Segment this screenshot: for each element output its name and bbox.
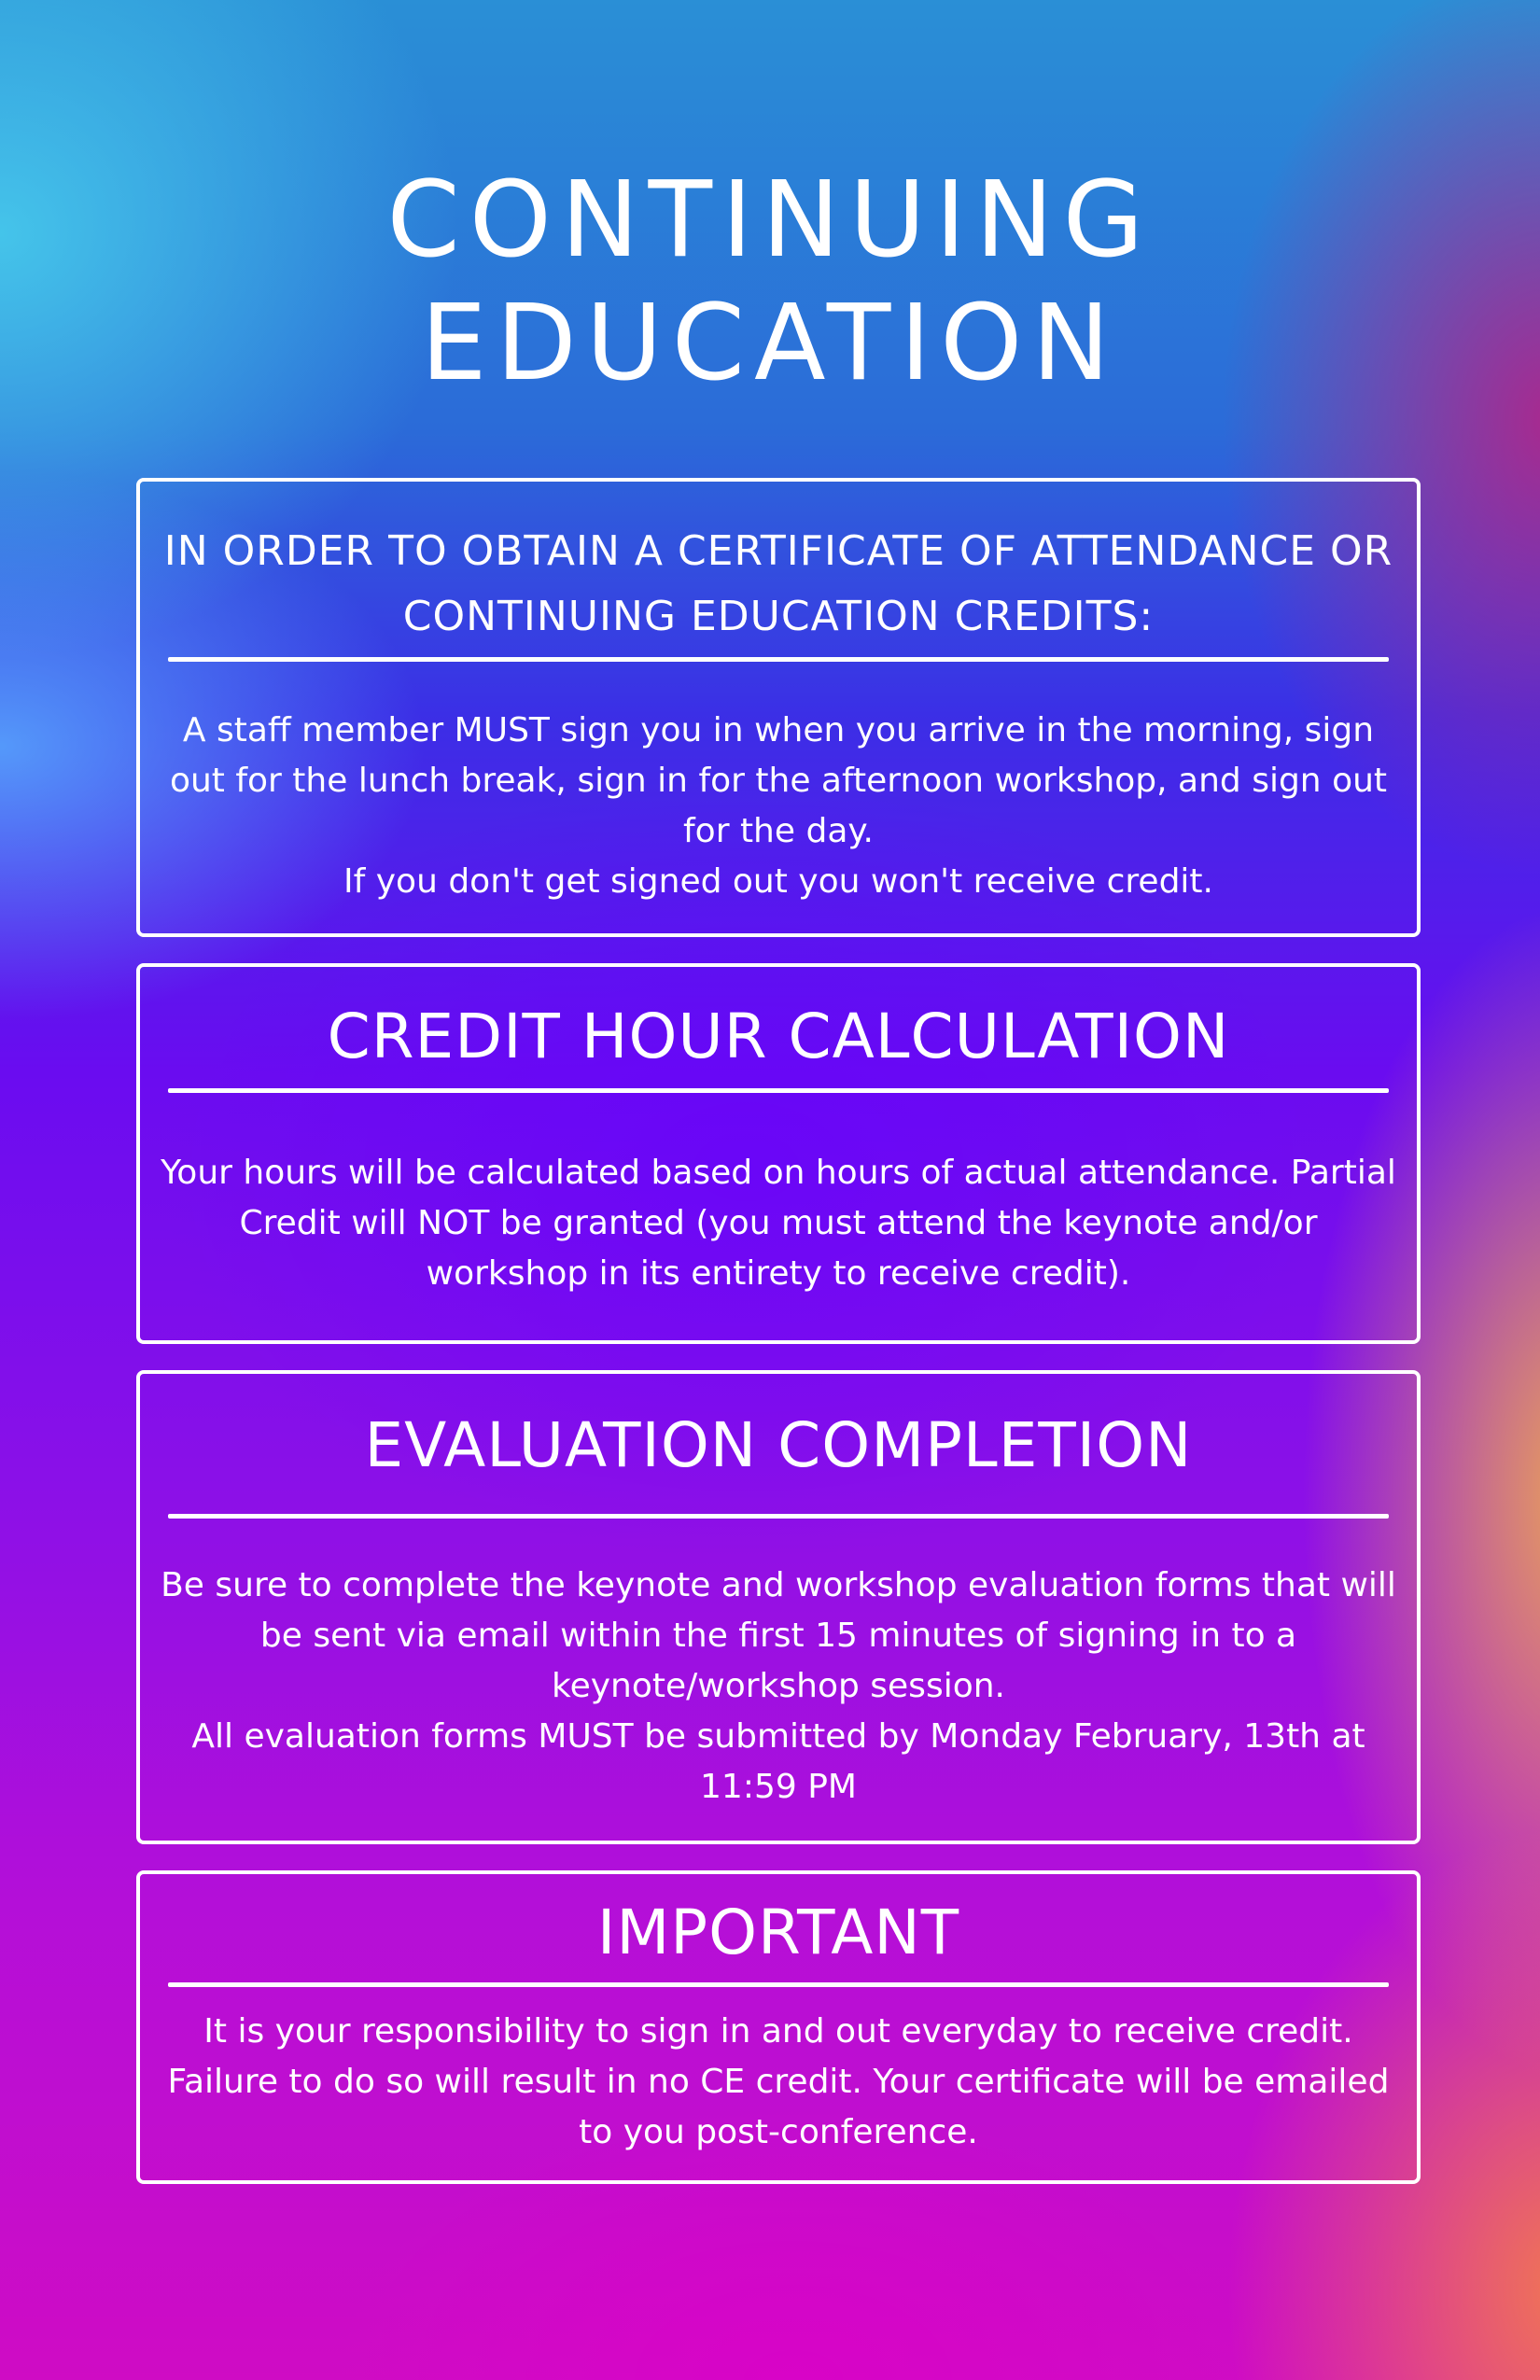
evaluation-heading: EVALUATION COMPLETION <box>364 1409 1193 1481</box>
important-heading: IMPORTANT <box>596 1897 960 1968</box>
attendance-body <box>159 706 1398 907</box>
credit-hour-paragraph: Your hours will be calculated based on hours of actual attendance. Partial Credit will NOT be granted (you must attend the keynote and/or workshop in its entirety to receive credit). <box>161 1154 1396 1293</box>
credit-hour-body <box>159 1148 1398 1299</box>
title-line-2: EDUCATION <box>420 283 1120 404</box>
title-line-1: CONTINUING <box>386 160 1154 281</box>
evaluation-card <box>136 1370 1421 1844</box>
attendance-requirements-card <box>136 478 1421 937</box>
important-paragraph: It is your responsibility to sign in and out everyday to receive credit. Failure to do so will result in no CE credit. Your certificate will be emailed to you post-conference. <box>167 2012 1390 2151</box>
important-body <box>159 2007 1398 2158</box>
attendance-heading: IN ORDER TO OBTAIN A CERTIFICATE OF ATTENDANCE OR CONTINUING EDUCATION CREDITS: <box>163 527 1393 640</box>
attendance-paragraph: A staff member MUST sign you in when you arrive in the morning, sign out for the lunch break, sign in for the afternoon workshop, and sign out for the day. <box>169 711 1388 850</box>
evaluation-body <box>159 1561 1398 1813</box>
credit-hour-card <box>136 963 1421 1344</box>
evaluation-paragraph: Be sure to complete the keynote and workshop evaluation forms that will be sent via email within the first 15 minutes of signing in to a keynote/workshop session. <box>161 1566 1396 1705</box>
evaluation-deadline: All evaluation forms MUST be submitted by Monday February, 13th at 11:59 PM <box>191 1717 1365 1806</box>
credit-hour-heading: CREDIT HOUR CALCULATION <box>327 1001 1230 1072</box>
divider <box>168 1514 1389 1519</box>
divider <box>168 1982 1389 1987</box>
divider <box>168 1088 1389 1093</box>
divider <box>168 657 1389 662</box>
page-title <box>0 159 1540 405</box>
important-card <box>136 1870 1421 2184</box>
attendance-warning: If you don't get signed out you won't receive credit. <box>343 862 1213 901</box>
